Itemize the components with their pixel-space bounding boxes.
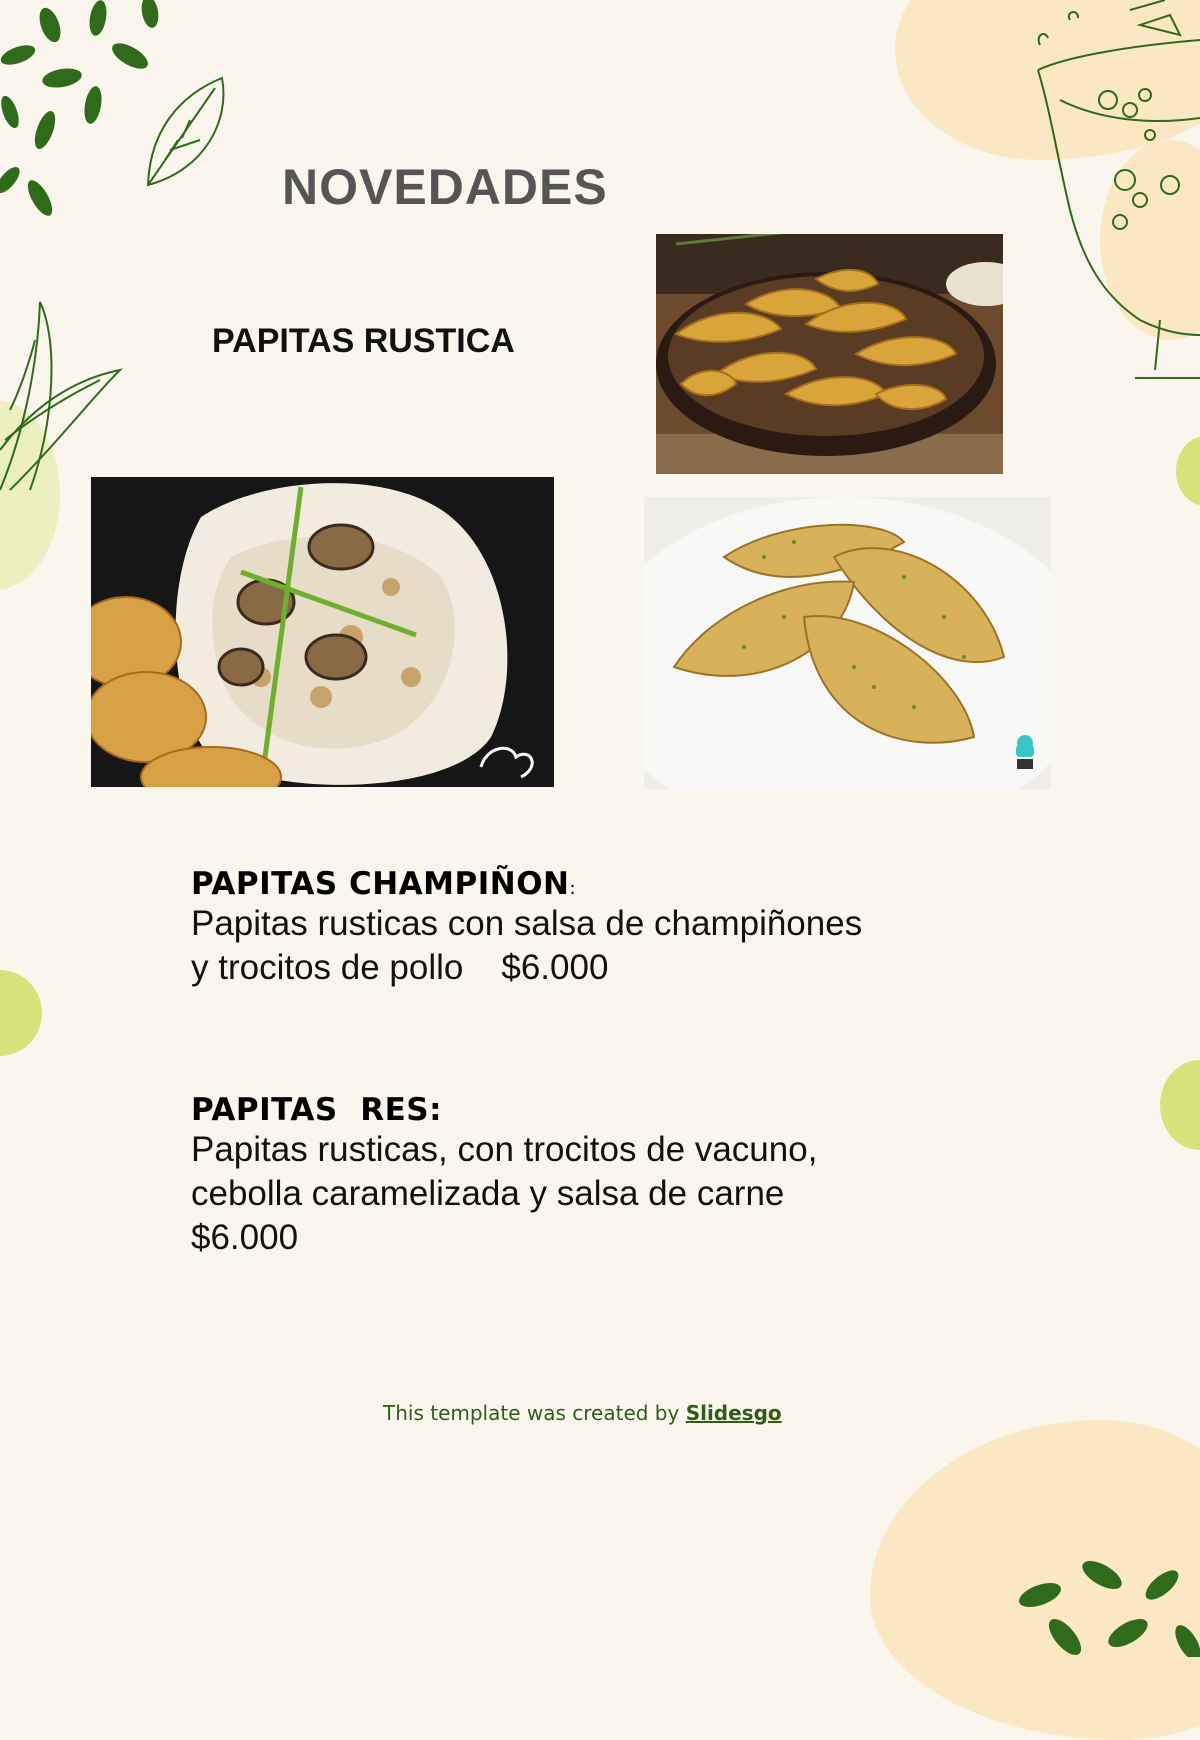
lime-dot-right-top [1176, 436, 1200, 506]
item-description-line-1: Papitas rusticas, con trocitos de vacuno, [191, 1130, 818, 1169]
item-description-line-2: cebolla caramelizada y salsa de carne [191, 1174, 785, 1213]
item-price: $6.000 [501, 948, 609, 987]
menu-item-champinon [191, 866, 991, 990]
item-description-line-2: y trocitos de pollo $6.000 [191, 948, 609, 987]
item-name: PAPITAS RES: [191, 1092, 443, 1128]
lime-dot-left [0, 970, 42, 1056]
item-price: $6.000 [191, 1218, 299, 1257]
template-credit [383, 1401, 782, 1425]
page-title: NOVEDADES [282, 159, 608, 215]
item-name-colon: : [569, 878, 577, 899]
leaves-cluster-icon [0, 0, 240, 230]
menu-item-res [191, 1092, 991, 1260]
potato-wedges-plate-photo [644, 497, 1051, 789]
item-description-line-1: Papitas rusticas con salsa de champiñones [191, 904, 863, 943]
potatoes-mushroom-sauce-photo [91, 477, 554, 787]
potato-wedges-pan-photo [656, 234, 1003, 474]
slidesgo-link[interactable]: Slidesgo [685, 1401, 782, 1425]
credit-text: This template was created by [383, 1401, 686, 1425]
drink-glass-sketch-icon [1030, 0, 1200, 390]
item-name: PAPITAS CHAMPIÑON: [191, 866, 577, 902]
lime-dot-right-bottom [1160, 1060, 1200, 1150]
chef-hat-logo-icon [1016, 735, 1034, 769]
corn-sketch-icon [0, 300, 130, 500]
leaves-cluster-bottom-icon [1010, 1555, 1200, 1657]
page-subtitle: PAPITAS RUSTICA [212, 322, 515, 360]
